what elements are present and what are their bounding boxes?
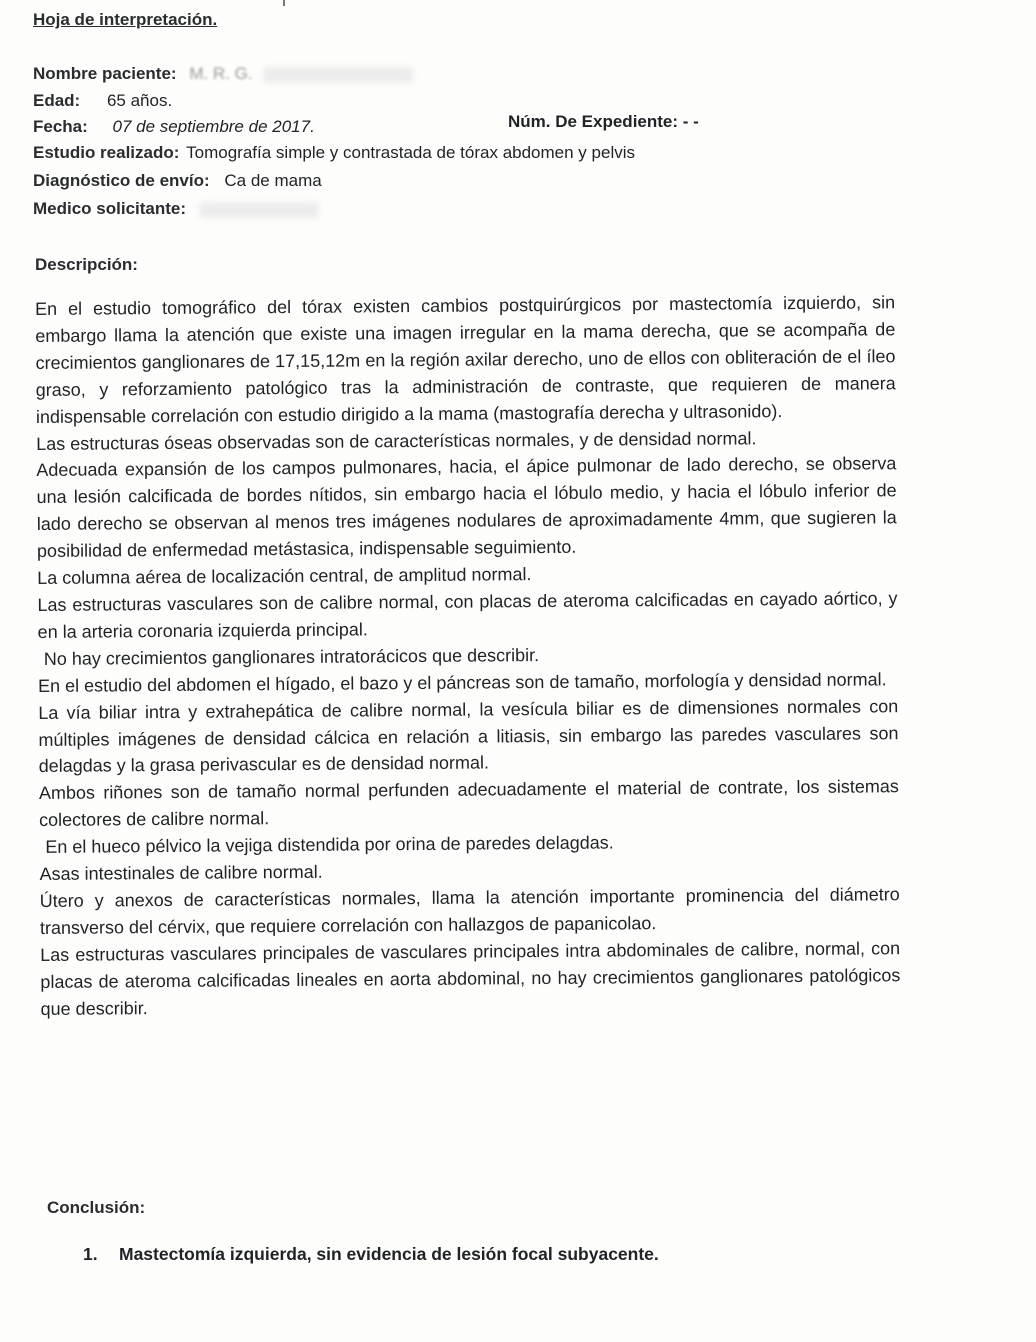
study-row (33, 143, 635, 163)
description-paragraph: En el estudio tomográfico del tórax existen cambios postquirúrgicos por mastectomía izquierdo, sin embargo llama la atención que existe una imagen irregular en la mama derecha, que se acompaña de crecimientos ganglionares de 17,15,12m en la región axilar derecho, uno de ellos con obliteración de el íleo graso, y reforzamiento patológico tras la administración de contraste, que requieren de manera indispensable correlación con estudio dirigido a la mama (mastografía derecha y ultrasonido). (35, 292, 896, 427)
redacted-physician-region (199, 202, 319, 218)
conclusion-item (83, 1244, 659, 1265)
description-paragraph: Las estructuras óseas observadas son de características normales, y de densidad normal. (36, 427, 757, 454)
age-label: Edad: (33, 91, 81, 110)
physician-label: Medico solicitante: (33, 199, 187, 218)
date-value: 07 de septiembre de 2017. (112, 117, 315, 136)
description-paragraph: La columna aérea de localización central, de amplitud normal. (37, 564, 532, 589)
scan-mark (283, 0, 285, 6)
patient-name-value: M. R. G. (189, 64, 253, 83)
date-row (33, 117, 315, 137)
document-title: Hoja de interpretación. (33, 10, 218, 29)
date-label: Fecha: (33, 117, 88, 136)
description-paragraph: Las estructuras vasculares principales de vasculares principales intra abdominales de calibre, normal, con placas de ateroma calcificadas lineales en aorta abdominal, no hay crecimientos ganglionares patológicos que describir. (40, 937, 901, 1019)
description-paragraph: En el estudio del abdomen el hígado, el bazo y el páncreas son de tamaño, morfología y densidad normal. (37, 669, 887, 696)
description-paragraph: Útero y anexos de características normales, llama la atención importante prominencia del diámetro transverso del cérvix, que requiere correlación con hallazgos de papanicolao. (39, 884, 900, 938)
description-paragraph: Ambos riñones son de tamaño normal perfunden adecuadamente el material de contrate, los sistemas colectores de calibre normal. (38, 776, 899, 831)
description-body (35, 289, 901, 1022)
diagnosis-value: Ca de mama (224, 171, 322, 190)
age-row (33, 91, 172, 111)
diagnosis-row (33, 171, 322, 191)
conclusion-item-text: Mastectomía izquierda, sin evidencia de lesión focal subyacente. (119, 1244, 659, 1264)
study-value: Tomografía simple y contrastada de tórax abdomen y pelvis (186, 143, 635, 162)
redacted-name-region (263, 67, 413, 83)
description-paragraph: Asas intestinales de calibre normal. (39, 861, 323, 885)
description-paragraph: En el hueco pélvico la vejiga distendida por orina de paredes delagdas. (45, 832, 614, 858)
physician-row (33, 199, 319, 219)
record-number: Núm. De Expediente: - - (508, 112, 699, 131)
conclusion-item-number: 1. (83, 1244, 98, 1264)
study-label: Estudio realizado: (33, 143, 180, 162)
description-paragraph: La vía biliar intra y extrahepática de calibre normal, la vesícula biliar es de dimensiones normales con múltiples imágenes de densidad cálcica en relación a litiasis, sin embargo las paredes vasculares son delagdas y la grasa perivascular es de densidad normal. (38, 695, 899, 777)
patient-name-row (33, 64, 413, 84)
description-paragraph: No hay crecimientos ganglionares intratorácicos que describir. (43, 644, 540, 669)
conclusion-heading: Conclusión: (47, 1198, 146, 1217)
age-value: 65 años. (106, 91, 173, 110)
diagnosis-label: Diagnóstico de envío: (33, 171, 210, 190)
description-heading: Descripción: (35, 255, 138, 274)
description-paragraph: Las estructuras vasculares son de calibre normal, con placas de ateroma calcificadas en cayado aórtico, y en la arteria coronaria izquierda principal. (37, 588, 898, 642)
description-paragraph: Adecuada expansión de los campos pulmonares, hacia, el ápice pulmonar de lado derecho, se observa una lesión calcificada de bordes nítidos, sin embargo hacia el lóbulo medio, y hacia el lóbulo inferior de lado derecho se observan al menos tres imágenes nodulares de aproximadamente 4mm, que sugieren la posibilidad de enfermedad metástasica, indispensable seguimiento. (36, 453, 897, 562)
patient-name-label: Nombre paciente: (33, 64, 177, 83)
